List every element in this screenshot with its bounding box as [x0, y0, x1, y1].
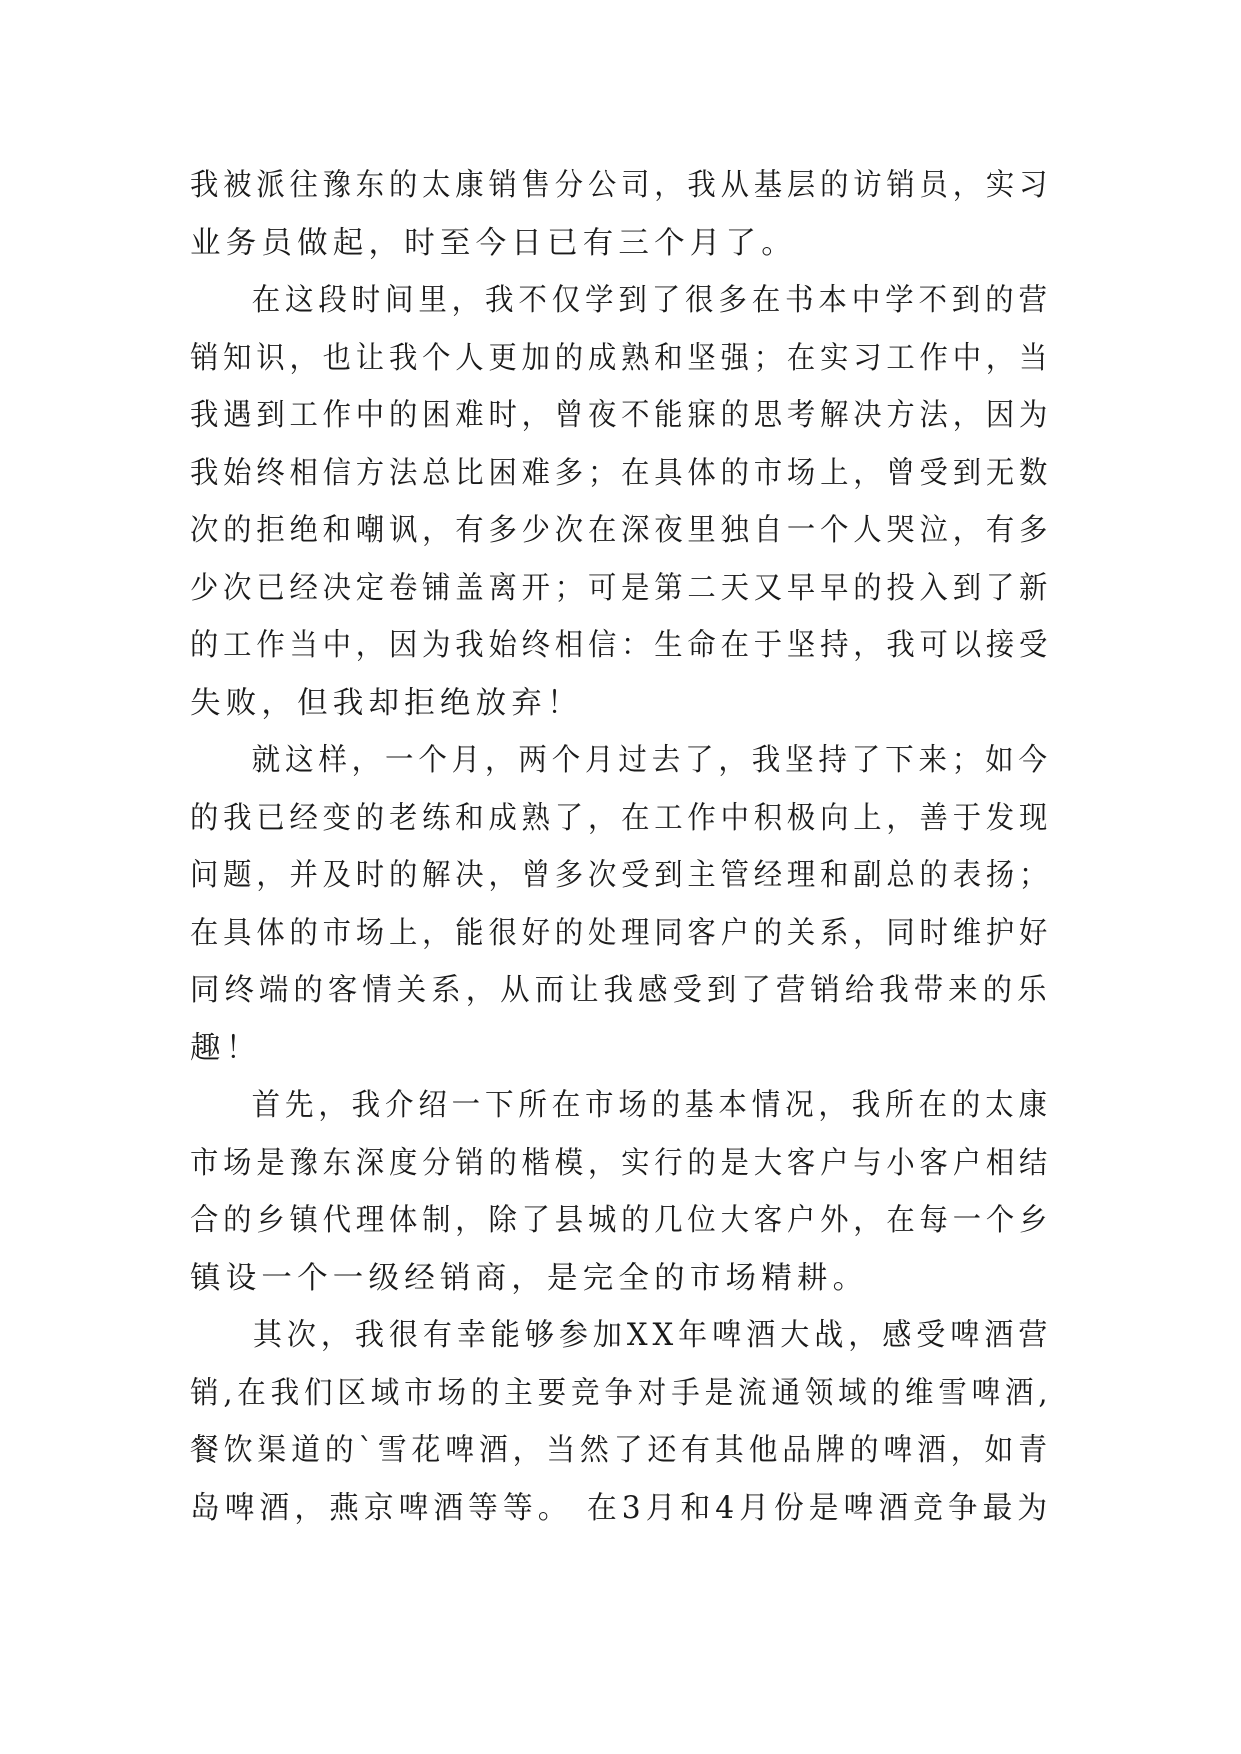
- paragraph-start-line: 首先，我介绍一下所在市场的基本情况，我所在的太康: [251, 1088, 1052, 1123]
- text-line: 的工作当中，因为我始终相信：生命在于坚持，我可以接受: [190, 628, 1053, 663]
- text-line: 同终端的客情关系，从而让我感受到了营销给我带来的乐: [190, 973, 1052, 1008]
- text-line: 我始终相信方法总比困难多；在具体的市场上，曾受到无数: [190, 455, 1053, 491]
- body-text: [190, 157, 1052, 1537]
- text-line: 少次已经决定卷铺盖离开；可是第二天又早早的投入到了新: [190, 570, 1053, 606]
- text-line: 失败，但我却拒绝放弃！: [190, 685, 583, 721]
- text-line: 我遇到工作中的困难时，曾夜不能寐的思考解决方法，因为: [190, 398, 1053, 433]
- paragraph-start-line: 就这样，一个月，两个月过去了，我坚持了下来；如今: [251, 743, 1052, 778]
- paragraph-start-line: 在这段时间里，我不仅学到了很多在书本中学不到的营: [251, 283, 1052, 318]
- text-line: 销,在我们区域市场的主要竞争对手是流通领域的维雪啤酒,: [190, 1375, 1053, 1411]
- text-line: 合的乡镇代理体制，除了县城的几位大客户外，在每一个乡: [190, 1203, 1053, 1238]
- text-line: 在具体的市场上，能很好的处理同客户的关系，同时维护好: [190, 915, 1053, 951]
- text-line: 岛啤酒，燕京啤酒等等。 在3月和4月份是啤酒竞争最为: [190, 1490, 1053, 1526]
- text-line: 镇设一个一级经销商，是完全的市场精耕。: [190, 1260, 869, 1296]
- text-line: 市场是豫东深度分销的楷模，实行的是大客户与小客户相结: [190, 1145, 1053, 1181]
- text-line: 餐饮渠道的`雪花啤酒，当然了还有其他品牌的啤酒，如青: [190, 1433, 1052, 1468]
- text-line: 次的拒绝和嘲讽，有多少次在深夜里独自一个人哭泣，有多: [190, 513, 1053, 548]
- text-line: 我被派往豫东的太康销售分公司，我从基层的访销员，实习: [190, 168, 1053, 203]
- text-line: 问题，并及时的解决，曾多次受到主管经理和副总的表扬；: [190, 858, 1053, 893]
- text-line: 销知识，也让我个人更加的成熟和坚强；在实习工作中，当: [190, 340, 1053, 376]
- text-line: 业务员做起，时至今日已有三个月了。: [190, 225, 797, 261]
- text-line: 趣！: [190, 1030, 262, 1066]
- paragraph-start-line: 其次，我很有幸能够参加XX年啤酒大战，感受啤酒营: [252, 1318, 1053, 1353]
- text-line: 的我已经变的老练和成熟了，在工作中积极向上，善于发现: [190, 800, 1053, 836]
